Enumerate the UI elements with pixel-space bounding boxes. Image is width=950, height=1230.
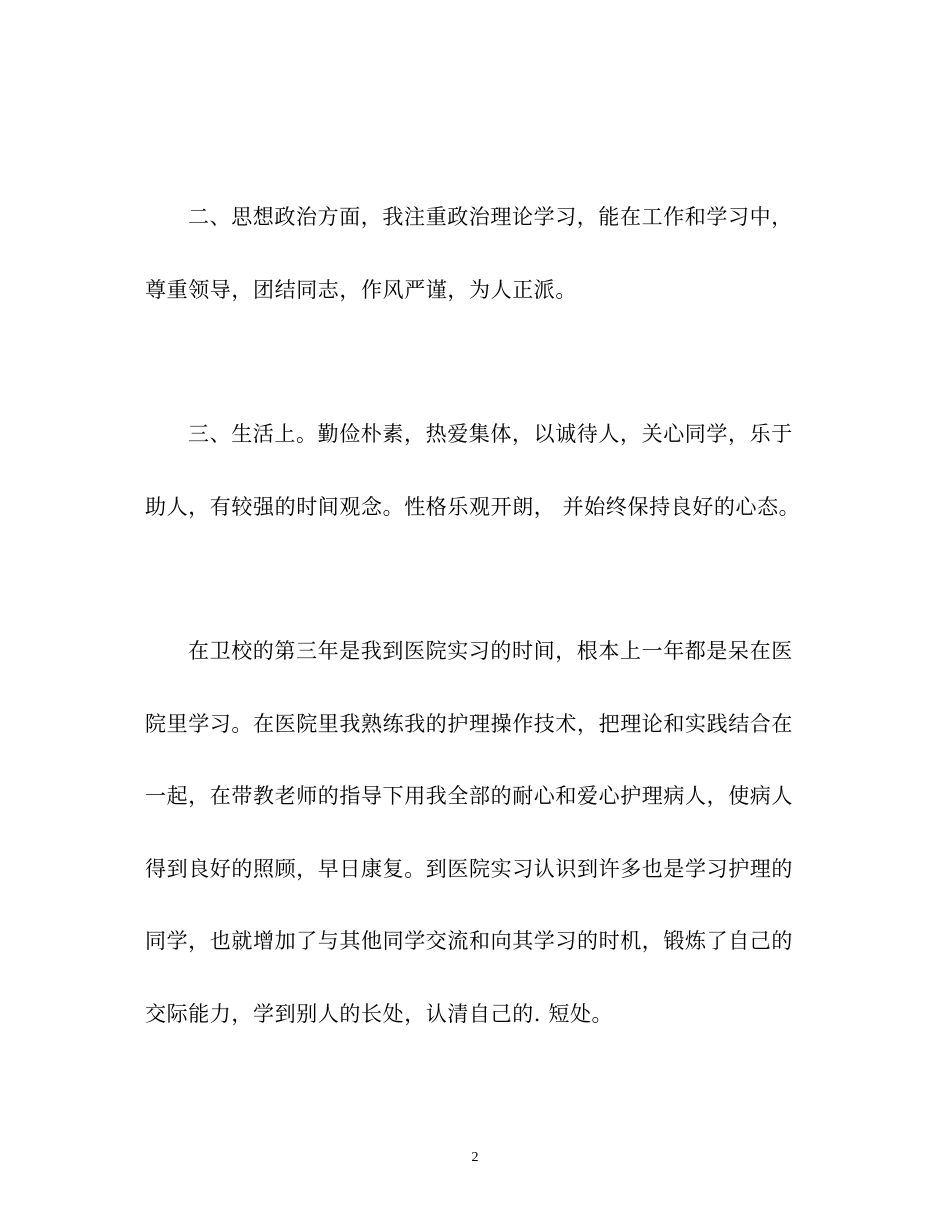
- paragraph-line: 尊重领导，团结同志，作风严谨，为人正派。: [145, 278, 577, 302]
- paragraph-line: 二、思想政治方面，我注重政治理论学习，能在工作和学习中，: [188, 205, 793, 229]
- paragraph-line: 三、生活上。勤俭朴素，热爱集体，以诚待人，关心同学，乐于: [188, 422, 793, 446]
- paragraph-line: 助人，有较强的时间观念。性格乐观开朗， 并始终保持良好的心态。: [145, 495, 801, 519]
- paragraph-line: 院里学习。在医院里我熟练我的护理操作技术，把理论和实践结合在: [145, 712, 793, 736]
- page-number: 2: [471, 1150, 479, 1165]
- paragraph-line: 同学，也就增加了与其他同学交流和向其学习的时机，锻炼了自己的: [145, 929, 793, 953]
- paragraph-line: 一起，在带教老师的指导下用我全部的耐心和爱心护理病人，使病人: [145, 784, 793, 808]
- paragraph-line: 交际能力，学到别人的长处，认清自己的. 短处。: [145, 1002, 614, 1026]
- paragraph-line: 在卫校的第三年是我到医院实习的时间，根本上一年都是呆在医: [188, 639, 793, 663]
- paragraph-line: 得到良好的照顾，早日康复。到医院实习认识到许多也是学习护理的: [145, 857, 793, 881]
